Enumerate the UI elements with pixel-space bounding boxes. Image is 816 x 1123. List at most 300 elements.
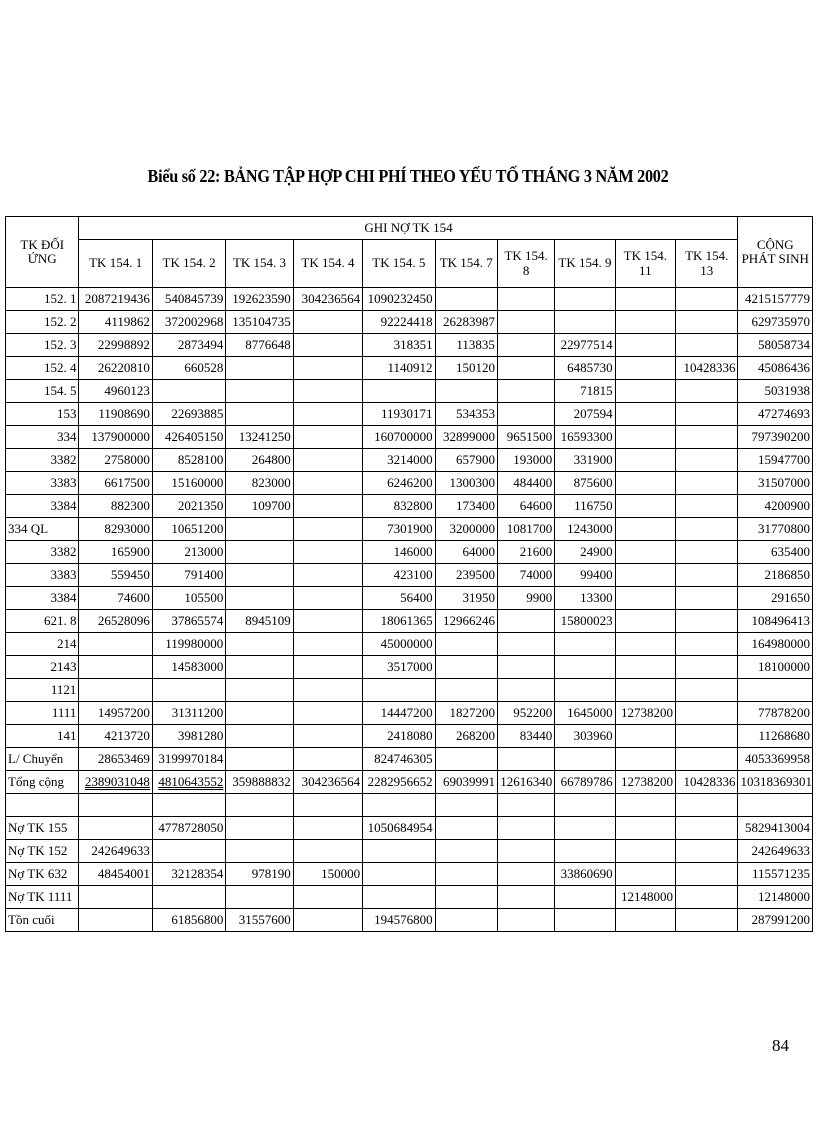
table-cell xyxy=(293,863,362,886)
cell-value: 137900000 xyxy=(91,428,150,444)
cell-value: 109700 xyxy=(251,497,291,513)
corner-header: TK ĐỐI ỨNG xyxy=(6,217,79,288)
table-cell xyxy=(555,541,615,564)
table-cell xyxy=(293,518,362,541)
table-cell xyxy=(363,449,435,472)
table-cell xyxy=(226,610,293,633)
cell-value: 113835 xyxy=(456,336,495,352)
table-cell xyxy=(79,863,152,886)
table-cell xyxy=(293,380,362,403)
table-cell xyxy=(435,656,497,679)
table-cell xyxy=(497,679,554,702)
table-cell xyxy=(555,518,615,541)
cell-value: 37865574 xyxy=(171,612,224,628)
table-cell xyxy=(615,587,675,610)
column-header: TK 154. 5 xyxy=(363,240,435,288)
table-cell xyxy=(555,633,615,656)
row-total: 287991200 xyxy=(738,909,813,932)
table-cell xyxy=(615,794,675,817)
table-row xyxy=(6,909,813,932)
table-cell xyxy=(152,702,225,725)
table-cell xyxy=(226,817,293,840)
cell-value: 32899000 xyxy=(442,428,495,444)
table-cell xyxy=(152,403,225,426)
table-cell xyxy=(615,564,675,587)
table-cell xyxy=(497,449,554,472)
table-cell xyxy=(293,403,362,426)
table-cell xyxy=(152,380,225,403)
cell-value: 173400 xyxy=(455,497,495,513)
table-cell xyxy=(293,725,362,748)
table-cell xyxy=(226,472,293,495)
table-cell xyxy=(615,311,675,334)
row-label: Nợ TK 1111 xyxy=(6,886,79,909)
table-cell xyxy=(79,725,152,748)
table-cell xyxy=(226,380,293,403)
table-row xyxy=(6,357,813,380)
table-cell xyxy=(497,587,554,610)
cell-value: 304236564 xyxy=(301,290,361,306)
table-cell xyxy=(615,702,675,725)
table-cell xyxy=(363,840,435,863)
table-row xyxy=(6,403,813,426)
row-label: L/ Chuyển xyxy=(6,748,79,771)
row-label: 152. 3 xyxy=(6,334,79,357)
table-cell xyxy=(676,380,738,403)
table-cell xyxy=(555,357,615,380)
table-cell xyxy=(615,840,675,863)
table-cell xyxy=(363,817,435,840)
table-cell xyxy=(435,541,497,564)
group-header: GHI NỢ TK 154 xyxy=(79,217,738,240)
table-cell xyxy=(676,518,738,541)
table-cell xyxy=(363,702,435,725)
table-cell xyxy=(79,426,152,449)
cell-value: 824746305 xyxy=(374,750,433,766)
cell-value: 2087219436 xyxy=(84,290,150,306)
table-cell xyxy=(226,541,293,564)
cell-value: 1090232450 xyxy=(367,290,433,306)
table-cell xyxy=(676,495,738,518)
table-row xyxy=(6,794,813,817)
table-cell xyxy=(497,472,554,495)
cell-value: 105500 xyxy=(184,589,224,605)
table-row xyxy=(6,288,813,311)
table-cell xyxy=(435,748,497,771)
column-header: TK 154. 7 xyxy=(435,240,497,288)
table-cell xyxy=(676,817,738,840)
cell-value: 9900 xyxy=(526,589,553,605)
cell-value: 540845739 xyxy=(164,290,224,306)
table-cell xyxy=(363,403,435,426)
table-cell xyxy=(435,771,497,794)
row-total: 115571235 xyxy=(738,863,813,886)
cell-value: 657900 xyxy=(455,451,495,467)
table-cell xyxy=(435,909,497,932)
table-cell xyxy=(152,449,225,472)
table-cell xyxy=(293,840,362,863)
table-cell xyxy=(555,587,615,610)
cell-value: 150000 xyxy=(321,865,361,881)
table-cell xyxy=(293,610,362,633)
column-header: TK 154. 3 xyxy=(226,240,293,288)
cell-value: 31311200 xyxy=(171,704,224,720)
cell-value: 150120 xyxy=(455,359,495,375)
column-header: TK 154. 4 xyxy=(293,240,362,288)
table-cell xyxy=(293,288,362,311)
table-cell xyxy=(555,702,615,725)
table-cell xyxy=(226,495,293,518)
table-cell xyxy=(293,357,362,380)
table-cell xyxy=(615,679,675,702)
table-cell xyxy=(79,633,152,656)
table-cell xyxy=(293,426,362,449)
cell-value: 6246200 xyxy=(387,474,433,490)
row-label: 3384 xyxy=(6,587,79,610)
table-cell xyxy=(79,472,152,495)
row-label: Nợ TK 152 xyxy=(6,840,79,863)
table-cell xyxy=(293,771,362,794)
cell-value: 24900 xyxy=(580,543,613,559)
table-cell xyxy=(79,541,152,564)
table-cell xyxy=(435,725,497,748)
cell-value: 2282956652 xyxy=(367,773,433,789)
table-cell xyxy=(615,426,675,449)
table-cell xyxy=(152,334,225,357)
cell-value: 6617500 xyxy=(104,474,150,490)
row-label: 153 xyxy=(6,403,79,426)
table-cell xyxy=(363,311,435,334)
cell-value: 372002968 xyxy=(164,313,224,329)
cell-value: 1081700 xyxy=(506,520,553,536)
table-cell xyxy=(676,587,738,610)
table-cell xyxy=(226,679,293,702)
cell-value: 22977514 xyxy=(560,336,613,352)
cell-value: 8945109 xyxy=(245,612,291,628)
table-cell xyxy=(152,495,225,518)
table-cell xyxy=(497,886,554,909)
cell-value: 952200 xyxy=(513,704,553,720)
cell-value: 2873494 xyxy=(177,336,224,352)
cell-value: 28653469 xyxy=(97,750,150,766)
cell-value: 12966246 xyxy=(442,612,495,628)
cell-value: 823000 xyxy=(251,474,291,490)
table-cell xyxy=(293,334,362,357)
cell-value: 1050684954 xyxy=(367,819,433,835)
table-cell xyxy=(676,426,738,449)
table-cell xyxy=(497,725,554,748)
cell-value: 331900 xyxy=(573,451,613,467)
table-cell xyxy=(293,748,362,771)
row-total: 4215157779 xyxy=(738,288,813,311)
row-total xyxy=(738,679,813,702)
table-cell xyxy=(555,863,615,886)
column-header: TK 154. 11 xyxy=(615,240,675,288)
table-cell xyxy=(79,702,152,725)
row-label: 1111 xyxy=(6,702,79,725)
table-cell xyxy=(79,403,152,426)
cell-value: 4778728050 xyxy=(158,819,224,835)
column-header: TK 154. 2 xyxy=(152,240,225,288)
table-cell xyxy=(615,357,675,380)
cell-value: 14447200 xyxy=(380,704,433,720)
cell-value: 4960123 xyxy=(104,382,150,398)
cell-value: 359888832 xyxy=(232,773,291,789)
table-cell xyxy=(676,472,738,495)
table-cell xyxy=(293,794,362,817)
table-cell xyxy=(555,679,615,702)
cell-value: 33860690 xyxy=(560,865,613,881)
cell-value: 559450 xyxy=(110,566,150,582)
cell-value: 3981280 xyxy=(177,727,224,743)
table-cell xyxy=(226,587,293,610)
row-total: 31770800 xyxy=(738,518,813,541)
table-cell xyxy=(79,886,152,909)
cell-value: 26283987 xyxy=(442,313,495,329)
row-total: 18100000 xyxy=(738,656,813,679)
table-row xyxy=(6,817,813,840)
row-total: 629735970 xyxy=(738,311,813,334)
row-label: 152. 4 xyxy=(6,357,79,380)
table-cell xyxy=(226,288,293,311)
cell-value: 48454001 xyxy=(97,865,150,881)
table-cell xyxy=(435,449,497,472)
cell-value: 69039991 xyxy=(442,773,495,789)
table-cell xyxy=(79,748,152,771)
column-header: TK 154. 13 xyxy=(676,240,738,288)
cell-value: 83440 xyxy=(519,727,553,743)
table-cell xyxy=(497,564,554,587)
cell-value: 303960 xyxy=(573,727,613,743)
table-cell xyxy=(152,311,225,334)
table-cell xyxy=(497,771,554,794)
table-row xyxy=(6,426,813,449)
table-cell xyxy=(435,840,497,863)
table-cell xyxy=(293,472,362,495)
table-cell xyxy=(555,794,615,817)
table-cell xyxy=(79,334,152,357)
cell-value: 239500 xyxy=(455,566,495,582)
row-label: 334 xyxy=(6,426,79,449)
table-row xyxy=(6,725,813,748)
table-cell xyxy=(497,403,554,426)
cell-value: 15160000 xyxy=(171,474,224,490)
row-label: 154. 5 xyxy=(6,380,79,403)
table-cell xyxy=(555,495,615,518)
table-cell xyxy=(497,495,554,518)
cell-value: 64000 xyxy=(462,543,495,559)
table-cell xyxy=(497,817,554,840)
cell-value: 74600 xyxy=(117,589,150,605)
column-header: TK 154. 9 xyxy=(555,240,615,288)
cell-value: 31950 xyxy=(462,589,495,605)
table-cell xyxy=(435,380,497,403)
table-cell xyxy=(79,587,152,610)
table-cell xyxy=(363,288,435,311)
row-total: 10318369301 xyxy=(738,771,813,794)
table-cell xyxy=(226,656,293,679)
cell-value: 1243000 xyxy=(567,520,613,536)
row-total: 12148000 xyxy=(738,886,813,909)
table-cell xyxy=(363,357,435,380)
cell-value: 268200 xyxy=(455,727,495,743)
table-cell xyxy=(363,909,435,932)
table-cell xyxy=(293,817,362,840)
table-cell xyxy=(435,863,497,886)
table-cell xyxy=(555,771,615,794)
table-cell xyxy=(152,472,225,495)
table-cell xyxy=(363,794,435,817)
table-cell xyxy=(79,357,152,380)
table-cell xyxy=(226,748,293,771)
table-cell xyxy=(435,472,497,495)
table-cell xyxy=(435,518,497,541)
table-row xyxy=(6,886,813,909)
table-cell xyxy=(555,564,615,587)
table-cell xyxy=(676,610,738,633)
table-cell xyxy=(615,403,675,426)
table-row xyxy=(6,863,813,886)
table-cell xyxy=(676,748,738,771)
row-total: 5031938 xyxy=(738,380,813,403)
table-cell xyxy=(363,679,435,702)
table-cell xyxy=(615,380,675,403)
table-cell xyxy=(79,909,152,932)
table-cell xyxy=(435,817,497,840)
table-row xyxy=(6,380,813,403)
table-cell xyxy=(293,909,362,932)
table-cell xyxy=(555,886,615,909)
table-cell xyxy=(226,426,293,449)
table-cell xyxy=(497,794,554,817)
table-cell xyxy=(293,541,362,564)
table-cell xyxy=(435,311,497,334)
table-cell xyxy=(676,449,738,472)
table-cell xyxy=(555,311,615,334)
table-cell xyxy=(152,679,225,702)
table-cell xyxy=(226,357,293,380)
table-cell xyxy=(676,909,738,932)
cell-value: 3517000 xyxy=(387,658,433,674)
table-row xyxy=(6,679,813,702)
cost-summary-table xyxy=(5,216,813,932)
table-cell xyxy=(152,886,225,909)
table-cell xyxy=(676,633,738,656)
table-cell xyxy=(615,610,675,633)
row-label: 214 xyxy=(6,633,79,656)
table-cell xyxy=(152,840,225,863)
cell-value: 3199970184 xyxy=(158,750,224,766)
column-header: TK 154. 1 xyxy=(79,240,152,288)
cell-value: 2418080 xyxy=(387,727,433,743)
table-body xyxy=(6,288,813,932)
page-number: 84 xyxy=(772,1036,789,1055)
cell-value: 12616340 xyxy=(500,773,553,789)
table-cell xyxy=(79,449,152,472)
cell-value: 1827200 xyxy=(449,704,495,720)
cell-value: 119980000 xyxy=(165,635,224,651)
cell-value: 423100 xyxy=(393,566,433,582)
table-cell xyxy=(226,564,293,587)
table-row xyxy=(6,564,813,587)
table-cell xyxy=(152,357,225,380)
cell-value: 484400 xyxy=(513,474,553,490)
table-cell xyxy=(79,495,152,518)
row-total: 635400 xyxy=(738,541,813,564)
cell-value: 135104735 xyxy=(232,313,291,329)
table-cell xyxy=(676,656,738,679)
table-cell xyxy=(435,587,497,610)
table-cell xyxy=(676,334,738,357)
row-total: 291650 xyxy=(738,587,813,610)
cell-value: 31557600 xyxy=(238,911,291,927)
row-label xyxy=(6,794,79,817)
table-cell xyxy=(676,840,738,863)
cell-value: 45000000 xyxy=(380,635,433,651)
total-header: CỘNG PHÁT SINH xyxy=(738,217,813,288)
table-cell xyxy=(555,380,615,403)
cell-value: 26528096 xyxy=(97,612,150,628)
table-cell xyxy=(152,587,225,610)
row-label: Nợ TK 155 xyxy=(6,817,79,840)
table-row xyxy=(6,334,813,357)
table-cell xyxy=(79,679,152,702)
table-cell xyxy=(615,886,675,909)
table-cell xyxy=(615,472,675,495)
table-cell xyxy=(555,449,615,472)
table-row xyxy=(6,472,813,495)
row-label: 3382 xyxy=(6,541,79,564)
table-cell xyxy=(615,449,675,472)
table-cell xyxy=(226,794,293,817)
table-cell xyxy=(293,679,362,702)
table-cell xyxy=(79,518,152,541)
table-cell xyxy=(435,495,497,518)
table-header xyxy=(6,217,813,288)
table-cell xyxy=(676,541,738,564)
table-cell xyxy=(226,633,293,656)
table-cell xyxy=(226,909,293,932)
row-total: 77878200 xyxy=(738,702,813,725)
table-cell xyxy=(497,541,554,564)
row-label: 1121 xyxy=(6,679,79,702)
cell-value: 64600 xyxy=(519,497,553,513)
table-cell xyxy=(676,725,738,748)
row-total: 5829413004 xyxy=(738,817,813,840)
cell-value: 11930171 xyxy=(381,405,433,421)
cell-value: 978190 xyxy=(251,865,291,881)
table-cell xyxy=(676,288,738,311)
table-cell xyxy=(363,656,435,679)
row-total: 31507000 xyxy=(738,472,813,495)
cell-value: 22998892 xyxy=(97,336,150,352)
table-cell xyxy=(226,702,293,725)
table-cell xyxy=(497,909,554,932)
table-cell xyxy=(676,403,738,426)
table-cell xyxy=(152,748,225,771)
table-cell xyxy=(226,403,293,426)
table-cell xyxy=(615,288,675,311)
table-cell xyxy=(435,702,497,725)
row-total: 242649633 xyxy=(738,840,813,863)
cell-value: 92224418 xyxy=(380,313,433,329)
table-cell xyxy=(497,610,554,633)
table-cell xyxy=(293,449,362,472)
cell-value: 304236564 xyxy=(301,773,361,789)
cell-value: 3214000 xyxy=(387,451,433,467)
table-cell xyxy=(226,840,293,863)
table-cell xyxy=(676,771,738,794)
